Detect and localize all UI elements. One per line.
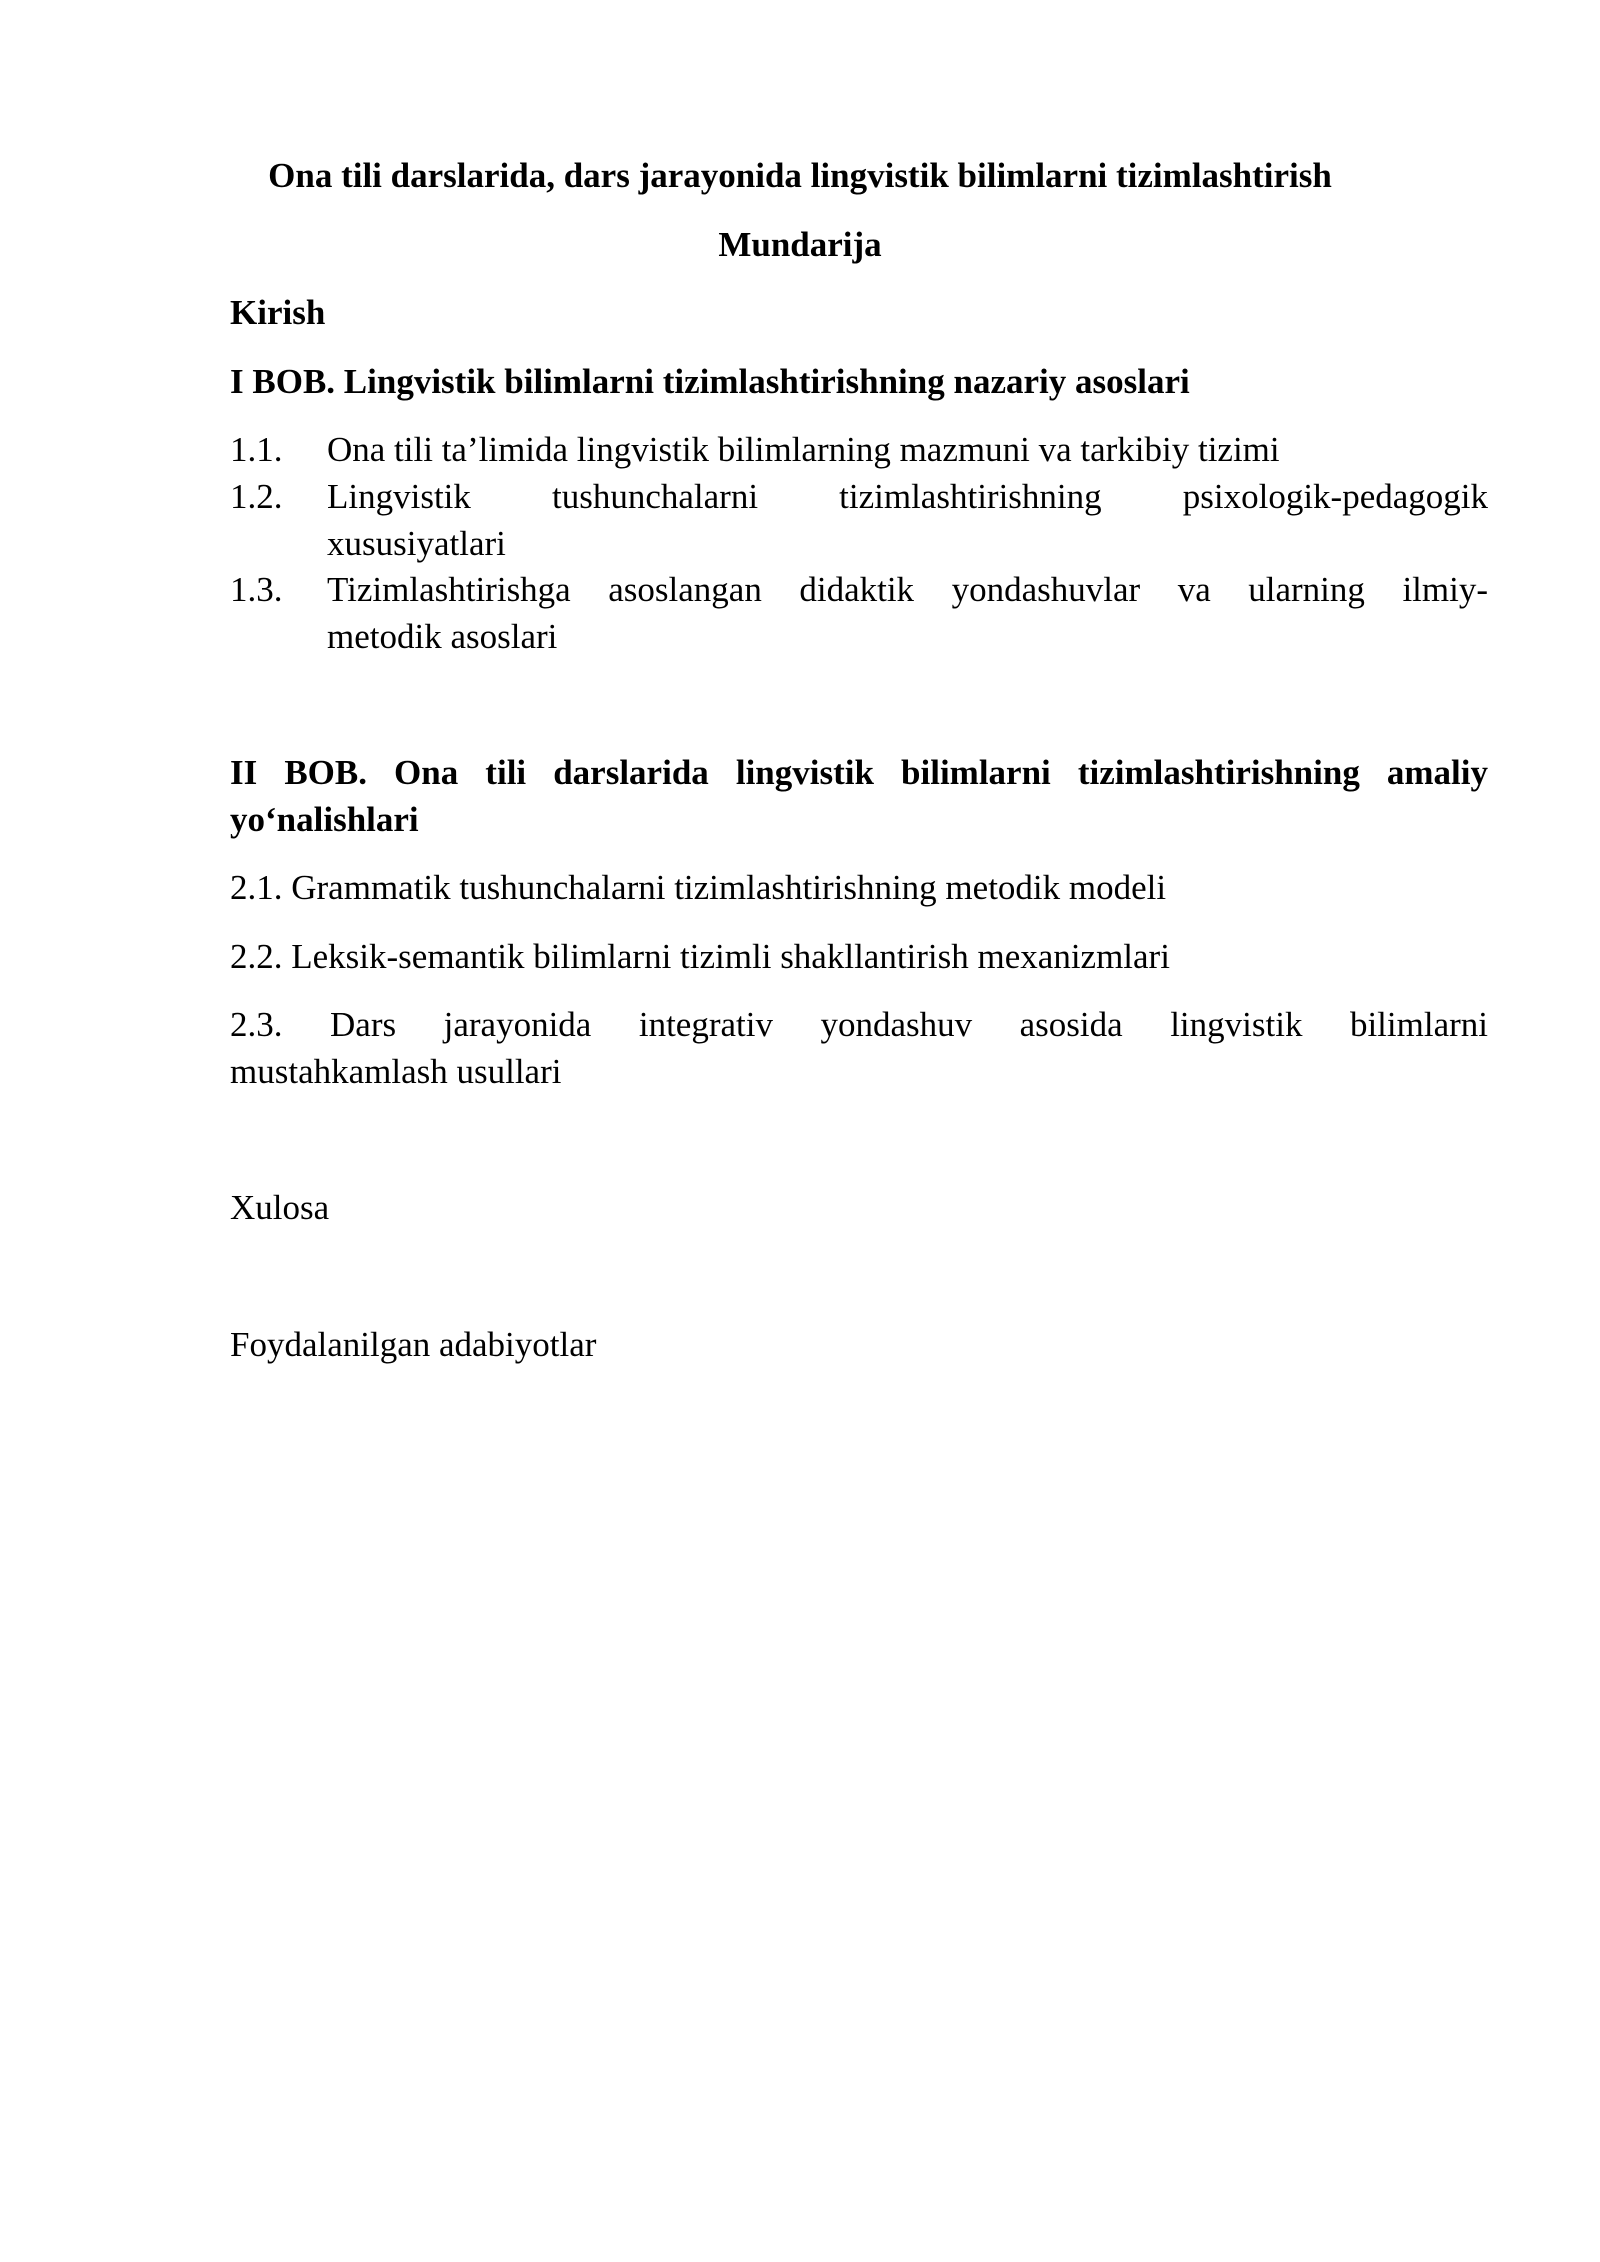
chapter-2-title: II BOB. Ona tili darslarida lingvistik bilimlarni tizimlashtirishning amaliy: [230, 753, 1488, 792]
chapter-2-title-cont: yo‘nalishlari: [230, 800, 419, 839]
toc-intro: Kirish: [230, 293, 326, 332]
toc-item-2-3: 2.3. Dars jarayonida integrativ yondashuv asosida lingvistik bilimlarni: [230, 1005, 1488, 1044]
toc-heading: Mundarija: [718, 225, 882, 264]
chapter-1-title: I BOB. Lingvistik bilimlarni tizimlashtirishning nazariy asoslari: [230, 362, 1190, 401]
toc-item-number: 1.1.: [230, 430, 283, 469]
toc-references: Foydalanilgan adabiyotlar: [230, 1325, 597, 1364]
toc-item-number: 1.3.: [230, 570, 283, 609]
toc-item-1-3-cont: metodik asoslari: [327, 617, 558, 656]
toc-item-2-1: 2.1. Grammatik tushunchalarni tizimlashtirishning metodik modeli: [230, 868, 1167, 907]
toc-item-2-2: 2.2. Leksik-semantik bilimlarni tizimli shakllantirish mexanizmlari: [230, 937, 1170, 976]
toc-item-1-1: Ona tili ta’limida lingvistik bilimlarning mazmuni va tarkibiy tizimi: [327, 430, 1280, 469]
toc-conclusion: Xulosa: [230, 1188, 330, 1227]
toc-item-2-3-cont: mustahkamlash usullari: [230, 1052, 562, 1091]
document-title: Ona tili darslarida, dars jarayonida lingvistik bilimlarni tizimlashtirish: [268, 156, 1332, 195]
toc-item-1-2-cont: xususiyatlari: [327, 524, 506, 563]
toc-item-1-3: Tizimlashtirishga asoslangan didaktik yondashuvlar va ularning ilmiy-: [327, 570, 1488, 609]
toc-item-number: 1.2.: [230, 477, 283, 516]
toc-item-1-2: Lingvistik tushunchalarni tizimlashtirishning psixologik-pedagogik: [327, 477, 1488, 516]
